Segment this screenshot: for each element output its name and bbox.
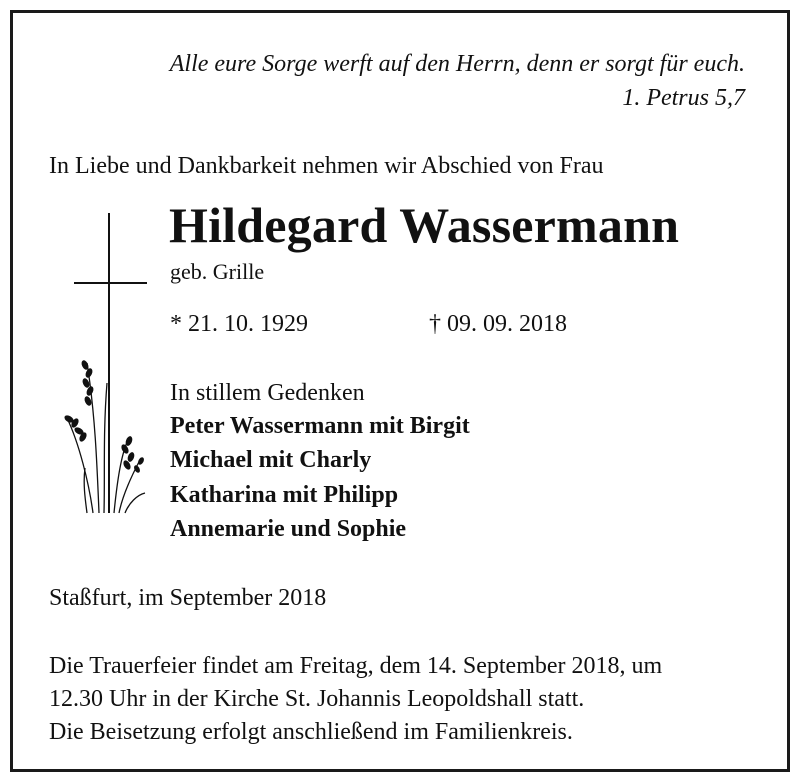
- place-and-date: Staßfurt, im September 2018: [49, 585, 327, 611]
- cross-with-grain-icon: [59, 213, 159, 523]
- birth-name: geb. Grille: [170, 259, 265, 284]
- mourner-name: Peter Wassermann mit Birgit: [170, 413, 470, 439]
- mourner-name: Katharina mit Philipp: [170, 482, 399, 508]
- bible-verse: Alle eure Sorge werft auf den Herrn, denn er sorgt für euch.: [169, 51, 745, 77]
- intro-text: In Liebe und Dankbarkeit nehmen wir Abschied von Frau: [49, 153, 604, 179]
- mourner-name: Michael mit Charly: [170, 447, 372, 473]
- funeral-info-line: Die Trauerfeier findet am Freitag, dem 14. September 2018, um: [49, 653, 663, 679]
- funeral-info-line: Die Beisetzung erfolgt anschließend im Familienkreis.: [49, 719, 573, 745]
- obituary-frame: [10, 10, 790, 772]
- funeral-info-line: 12.30 Uhr in der Kirche St. Johannis Leopoldshall statt.: [49, 686, 585, 712]
- mourner-name: Annemarie und Sophie: [170, 516, 407, 542]
- bible-reference: 1. Petrus 5,7: [622, 85, 745, 111]
- birth-date: * 21. 10. 1929: [170, 311, 308, 337]
- death-date: † 09. 09. 2018: [429, 311, 567, 337]
- mourners-heading: In stillem Gedenken: [170, 380, 365, 406]
- deceased-name: Hildegard Wassermann: [169, 197, 680, 253]
